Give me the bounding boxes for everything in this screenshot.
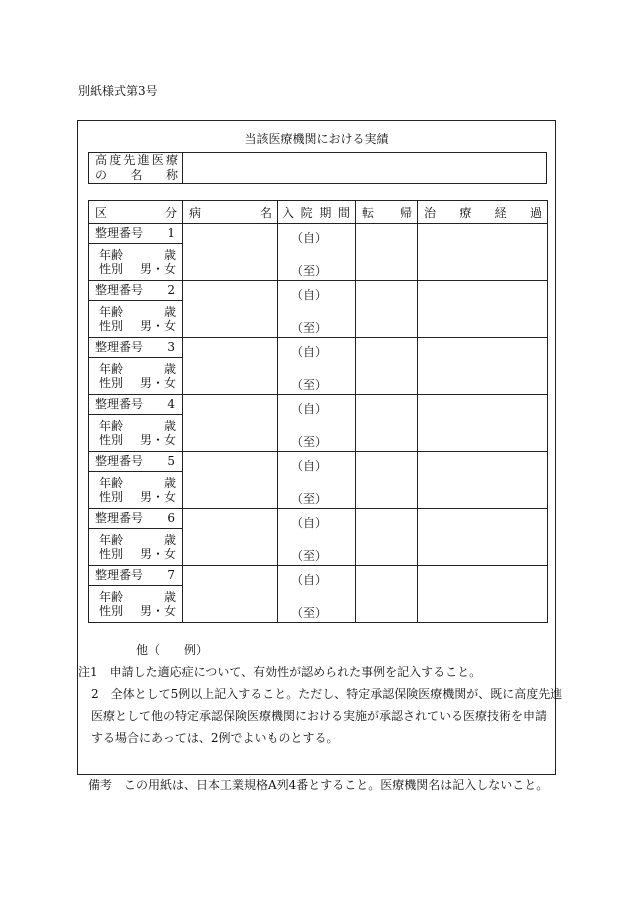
age-sex-cell[interactable]: 年齢 歳 性別 男・女	[89, 472, 183, 509]
treatment-course-field[interactable]	[418, 395, 548, 452]
period-from-label: （自）	[291, 459, 328, 473]
admission-period-field[interactable]	[278, 224, 356, 281]
period-from-label: （自）	[291, 231, 328, 245]
age-sex-cell[interactable]: 年齢 歳 性別 男・女	[89, 586, 183, 623]
form-number: 別紙様式第3号	[78, 84, 158, 98]
outcome-field[interactable]	[356, 452, 418, 509]
note-2-line2: 医療として他の特定承認保険医療機関における実施が承認されている医療技術を申請	[91, 709, 548, 723]
period-to-label: （至）	[291, 549, 328, 563]
facility-name-table	[88, 152, 547, 184]
admission-period-field[interactable]	[278, 566, 356, 623]
disease-name-field[interactable]	[183, 452, 278, 509]
header-row	[89, 201, 548, 224]
case-row-number	[89, 224, 548, 244]
outcome-field[interactable]	[356, 566, 418, 623]
treatment-course-field[interactable]	[418, 338, 548, 395]
note-1: 注1 申請した適応症について、有効性が認められた事例を記入すること。	[78, 665, 482, 679]
age-sex-cell[interactable]: 年齢 歳 性別 男・女	[89, 415, 183, 452]
case-row-number	[89, 452, 548, 472]
treatment-course-field[interactable]	[418, 452, 548, 509]
period-to-label: （至）	[291, 378, 328, 392]
period-from-label: （自）	[291, 402, 328, 416]
age-sex-cell[interactable]: 年齢 歳 性別 男・女	[89, 358, 183, 395]
age-sex-cell[interactable]: 年齢 歳 性別 男・女	[89, 301, 183, 338]
disease-name-field[interactable]	[183, 395, 278, 452]
outcome-field[interactable]	[356, 395, 418, 452]
admission-period-field[interactable]	[278, 338, 356, 395]
admission-period-field[interactable]	[278, 452, 356, 509]
admission-period-field[interactable]	[278, 395, 356, 452]
case-number-cell: 整理番号 3	[89, 338, 183, 358]
case-number-cell: 整理番号 7	[89, 566, 183, 586]
disease-name-field[interactable]	[183, 509, 278, 566]
outcome-field[interactable]	[356, 281, 418, 338]
disease-name-field[interactable]	[183, 224, 278, 281]
admission-period-field[interactable]	[278, 281, 356, 338]
header-course: 治 療 経 過	[418, 201, 548, 224]
outcome-field[interactable]	[356, 509, 418, 566]
cases-body	[89, 224, 548, 623]
age-sex-cell[interactable]: 年齢 歳 性別 男・女	[89, 529, 183, 566]
period-to-label: （至）	[291, 435, 328, 449]
treatment-course-field[interactable]	[418, 509, 548, 566]
treatment-course-field[interactable]	[418, 566, 548, 623]
header-period: 入 院 期 間	[278, 201, 356, 224]
note-2-line3: する場合にあっては、2例でよいものとする。	[91, 731, 339, 745]
treatment-course-field[interactable]	[418, 224, 548, 281]
form-title: 当該医療機関における実績	[244, 132, 389, 146]
case-row-number	[89, 566, 548, 586]
period-from-label: （自）	[291, 516, 328, 530]
remark: 備考 この用紙は、日本工業規格A列4番とすること。医療機関名は記入しないこと。	[88, 778, 549, 792]
header-outcome: 転 帰	[356, 201, 418, 224]
outcome-field[interactable]	[356, 338, 418, 395]
case-number-cell: 整理番号 6	[89, 509, 183, 529]
period-to-label: （至）	[291, 321, 328, 335]
case-row-number	[89, 281, 548, 301]
other-cases-count: 他（ 例）	[136, 643, 209, 657]
admission-period-field[interactable]	[278, 509, 356, 566]
case-number-cell: 整理番号 4	[89, 395, 183, 415]
period-to-label: （至）	[291, 492, 328, 506]
case-number-cell: 整理番号 2	[89, 281, 183, 301]
disease-name-field[interactable]	[183, 338, 278, 395]
note-2: 2 全体として5例以上記入すること。ただし、特定承認保険医療機関が、既に高度先進	[91, 687, 563, 701]
case-row-number	[89, 395, 548, 415]
period-to-label: （至）	[291, 264, 328, 278]
disease-name-field[interactable]	[183, 281, 278, 338]
treatment-course-field[interactable]	[418, 281, 548, 338]
age-sex-cell[interactable]: 年齢 歳 性別 男・女	[89, 244, 183, 281]
cases-table	[88, 200, 548, 623]
facility-name-field[interactable]	[183, 153, 547, 184]
facility-name-label: 高 度 先 進 医 療 の 名 称	[89, 153, 183, 184]
case-number-cell: 整理番号 1	[89, 224, 183, 244]
case-row-number	[89, 509, 548, 529]
case-number-cell: 整理番号 5	[89, 452, 183, 472]
outcome-field[interactable]	[356, 224, 418, 281]
case-row-number	[89, 338, 548, 358]
disease-name-field[interactable]	[183, 566, 278, 623]
period-to-label: （至）	[291, 606, 328, 620]
period-from-label: （自）	[291, 573, 328, 587]
header-disease: 病 名	[183, 201, 278, 224]
header-category: 区 分	[89, 201, 183, 224]
period-from-label: （自）	[291, 345, 328, 359]
period-from-label: （自）	[291, 288, 328, 302]
